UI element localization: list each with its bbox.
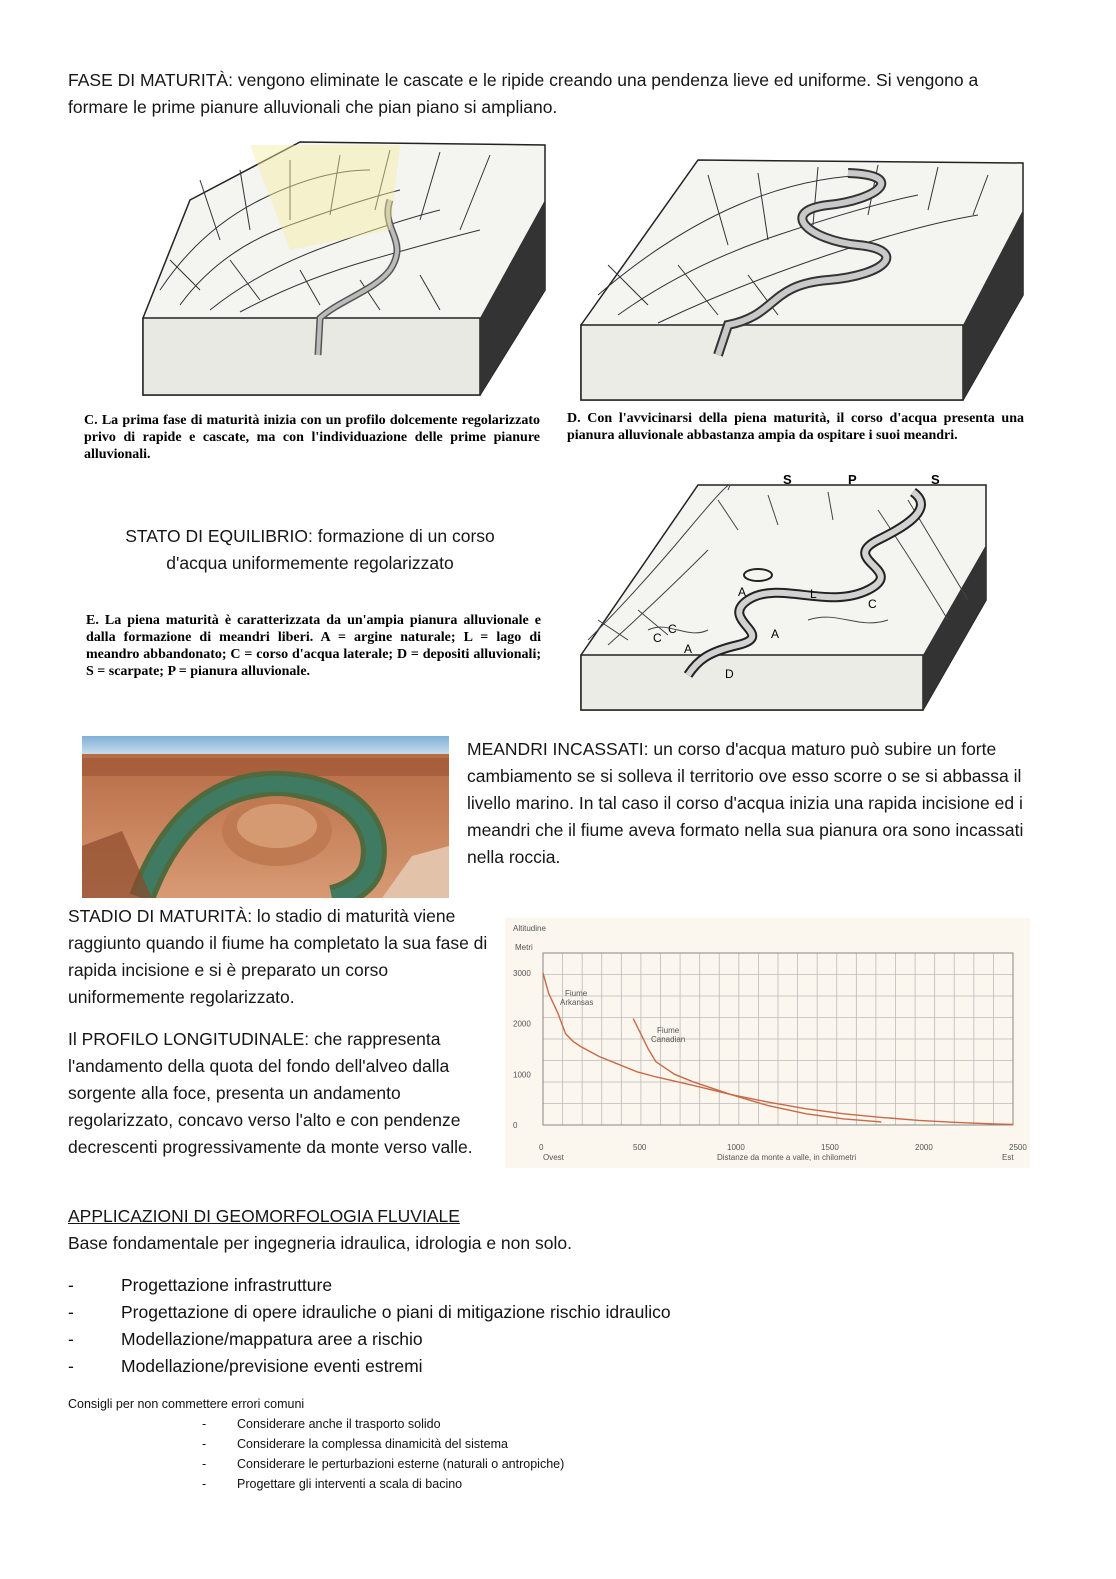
list-item-text: Progettazione di opere idrauliche o piani di mitigazione rischio idraulico [121,1302,671,1322]
chart-x-left-label: Ovest [543,1153,564,1162]
chart-svg [505,918,1030,1168]
chart-y-tick-label: 1000 [513,1070,531,1080]
list-item [68,1299,671,1326]
consigli-heading: Consigli per non commettere errori comuni [68,1397,305,1411]
list-item-text: Modellazione/mappatura aree a rischio [121,1329,423,1349]
label-d: D [725,667,734,681]
label-a-1: A [738,585,747,599]
list-item [202,1474,564,1494]
chart-xlabel: Distanze da monte a valle, in chilometri [717,1153,857,1162]
horseshoe-bend-photo [82,736,449,898]
list-dash: - [202,1457,207,1471]
list-dash: - [68,1356,74,1376]
label-p: P [848,472,857,487]
label-c-2: C [668,622,677,636]
label-a-3: A [684,642,693,656]
chart-x-tick-label: 500 [633,1143,647,1152]
list-item [68,1272,671,1299]
list-dash: - [68,1329,74,1349]
list-dash: - [202,1437,207,1451]
equilibrio-text [80,523,540,577]
figure-e-caption: E. La piena maturità è caratterizzata da un'ampia pianura alluvionale e dalla formazione di meandri liberi. A = argine naturale; L = lago di meandro abbandonato; C = corso d'acqua laterale; D = depositi alluvionali; S = scarpate; P = pianura alluvionale. [86,613,541,679]
label-s-left: S [783,472,792,487]
chart-x-tick-label: 2500 [1009,1143,1027,1152]
chart-ylabel-top: Altitudine [513,924,546,933]
chart-y-tick-label: 2000 [513,1019,531,1029]
label-c-1: C [868,597,877,611]
figure-d-caption: D. Con l'avvicinarsi della piena maturità, il corso d'acqua presenta una pianura alluvionale abbastanza ampia da ospitare i suoi meandri. [567,411,1024,443]
chart-x-tick-label: 1000 [727,1143,745,1152]
chart-x-tick-label: 0 [539,1143,544,1152]
list-item [202,1414,564,1434]
figure-c-block-diagram [140,140,550,402]
chart-x-ticks [539,1143,1027,1152]
applicazioni-list [68,1272,671,1380]
chart-series-label-canadian-1: Fiume [657,1026,680,1035]
chart-series-label-arkansas-2: Arkansas [560,998,594,1007]
applicazioni-subtitle: Base fondamentale per ingegneria idraulica, idrologia e non solo. [68,1233,572,1253]
chart-x-tick-label: 2000 [915,1143,933,1152]
chart-series-label-arkansas-1: Fiume [565,989,588,998]
intro-paragraph: FASE DI MATURITÀ: vengono eliminate le cascate e le ripide creando una pendenza lieve ed uniforme. Si vengono a formare le prime pianure alluvionali che pian piano si ampliano. [68,70,979,117]
label-a-2: A [771,627,780,641]
consigli-list [202,1414,564,1494]
equilibrio-line-1: STATO DI EQUILIBRIO: formazione di un corso [125,526,495,546]
chart-x-tick-label: 1500 [821,1143,839,1152]
list-item-text: Considerare la complessa dinamicità del sistema [237,1437,508,1451]
list-item-text: Progettare gli interventi a scala di bacino [237,1477,463,1491]
label-l: L [810,587,817,601]
chart-grid [543,953,1013,1125]
list-dash: - [68,1275,74,1295]
label-c-3: C [653,631,662,645]
stadio-paragraph: STADIO DI MATURITÀ: lo stadio di maturità viene raggiunto quando il fiume ha completato la sua fase di rapida incisione e si è preparato un corso uniformemente regolarizzato. [68,906,488,1007]
label-s-right: S [931,472,940,487]
list-item [202,1434,564,1454]
longitudinal-profile-chart [505,918,1030,1168]
figure-d-block-diagram [578,155,1028,405]
chart-y-tick-label: 3000 [513,969,531,978]
list-dash: - [202,1477,207,1491]
list-item [68,1353,671,1380]
list-item [68,1326,671,1353]
meandri-paragraph: MEANDRI INCASSATI: un corso d'acqua maturo può subire un forte cambiamento se si solleva il territorio ove esso scorre o se si abbassa il livello marino. In tal caso il corso d'acqua inizia una rapida incisione ed i meandri che il fiume aveva formato nella sua pianura ora sono incassati nella roccia. [467,739,1024,867]
chart-x-right-label: Est [1002,1153,1014,1162]
list-item-text: Modellazione/previsione eventi estremi [121,1356,423,1376]
list-item-text: Considerare le perturbazioni esterne (naturali o antropiche) [237,1457,565,1471]
list-item-text: Progettazione infrastrutture [121,1275,333,1295]
list-item [202,1454,564,1474]
chart-y-tick-label: 0 [513,1121,518,1130]
list-item-text: Considerare anche il trasporto solido [237,1417,441,1431]
equilibrio-line-2: d'acqua uniformemente regolarizzato [166,553,454,573]
figure-c-caption: C. La prima fase di maturità inizia con un profilo dolcemente regolarizzato privo di rapide e cascate, ma con l'individuazione delle prime pianure alluvionali. [84,413,540,462]
chart-y-ticks [513,969,531,1130]
applicazioni-heading: APPLICAZIONI DI GEOMORFOLOGIA FLUVIALE [68,1206,460,1226]
chart-yunit: Metri [515,943,533,952]
list-dash: - [68,1302,74,1322]
chart-series-label-canadian-2: Canadian [651,1035,686,1044]
list-dash: - [202,1417,207,1431]
figure-e-block-diagram [578,470,998,715]
profilo-paragraph: Il PROFILO LONGITUDINALE: che rappresenta l'andamento della quota del fondo dell'alveo dalla sorgente alla foce, presenta un andamento regolarizzato, concavo verso l'alto e con pendenze decrescenti progressivamente da monte verso valle. [68,1029,473,1157]
